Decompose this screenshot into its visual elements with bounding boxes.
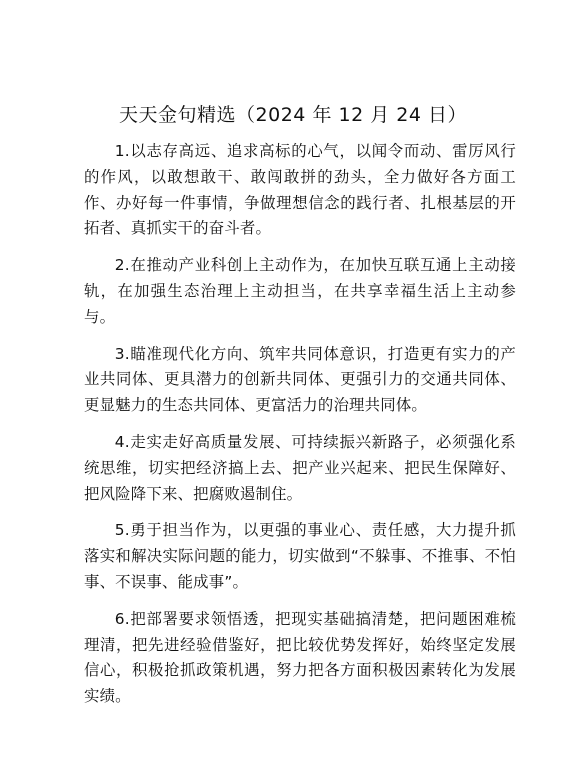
paragraph-3: 3.瞄准现代化方向、筑牢共同体意识，打造更有实力的产业共同体、更具潜力的创新共同体、更强引力的交通共同体、更显魅力的生态共同体、更富活力的治理共同体。 <box>84 344 516 415</box>
paragraph-1: 1.以志存高远、追求高标的心气，以闻令而动、雷厉风行的作风，以敢想敢干、敢闯敢拼的劲头，全力做好各方面工作、办好每一件事情，争做理想信念的践行者、扎根基层的开拓者、真抓实干的奋斗者。 <box>84 142 516 238</box>
document-title: 天天金句精选（2024 年 12 月 24 日） <box>119 104 467 126</box>
paragraph-5: 5.勇于担当作为，以更强的事业心、责任感，大力提升抓落实和解决实际问题的能力，切实做到“不躲事、不推事、不怕事、不误事、能成事”。 <box>84 521 516 591</box>
paragraph-4: 4.走实走好高质量发展、可持续振兴新路子，必须强化系统思维，切实把经济搞上去、把产业兴起来、把民生保障好、把风险降下来、把腐败遏制住。 <box>84 432 516 503</box>
document-body <box>84 139 516 721</box>
paragraph-6: 6.把部署要求领悟透，把现实基础搞清楚，把问题困难梳理清，把先进经验借鉴好，把比较优势发挥好，始终坚定发展信心，积极抢抓政策机遇，努力把各方面积极因素转化为发展实绩。 <box>84 609 516 706</box>
paragraph-2: 2.在推动产业科创上主动作为，在加快互联互通上主动接轨，在加强生态治理上主动担当，在共享幸福生活上主动参与。 <box>84 256 516 326</box>
